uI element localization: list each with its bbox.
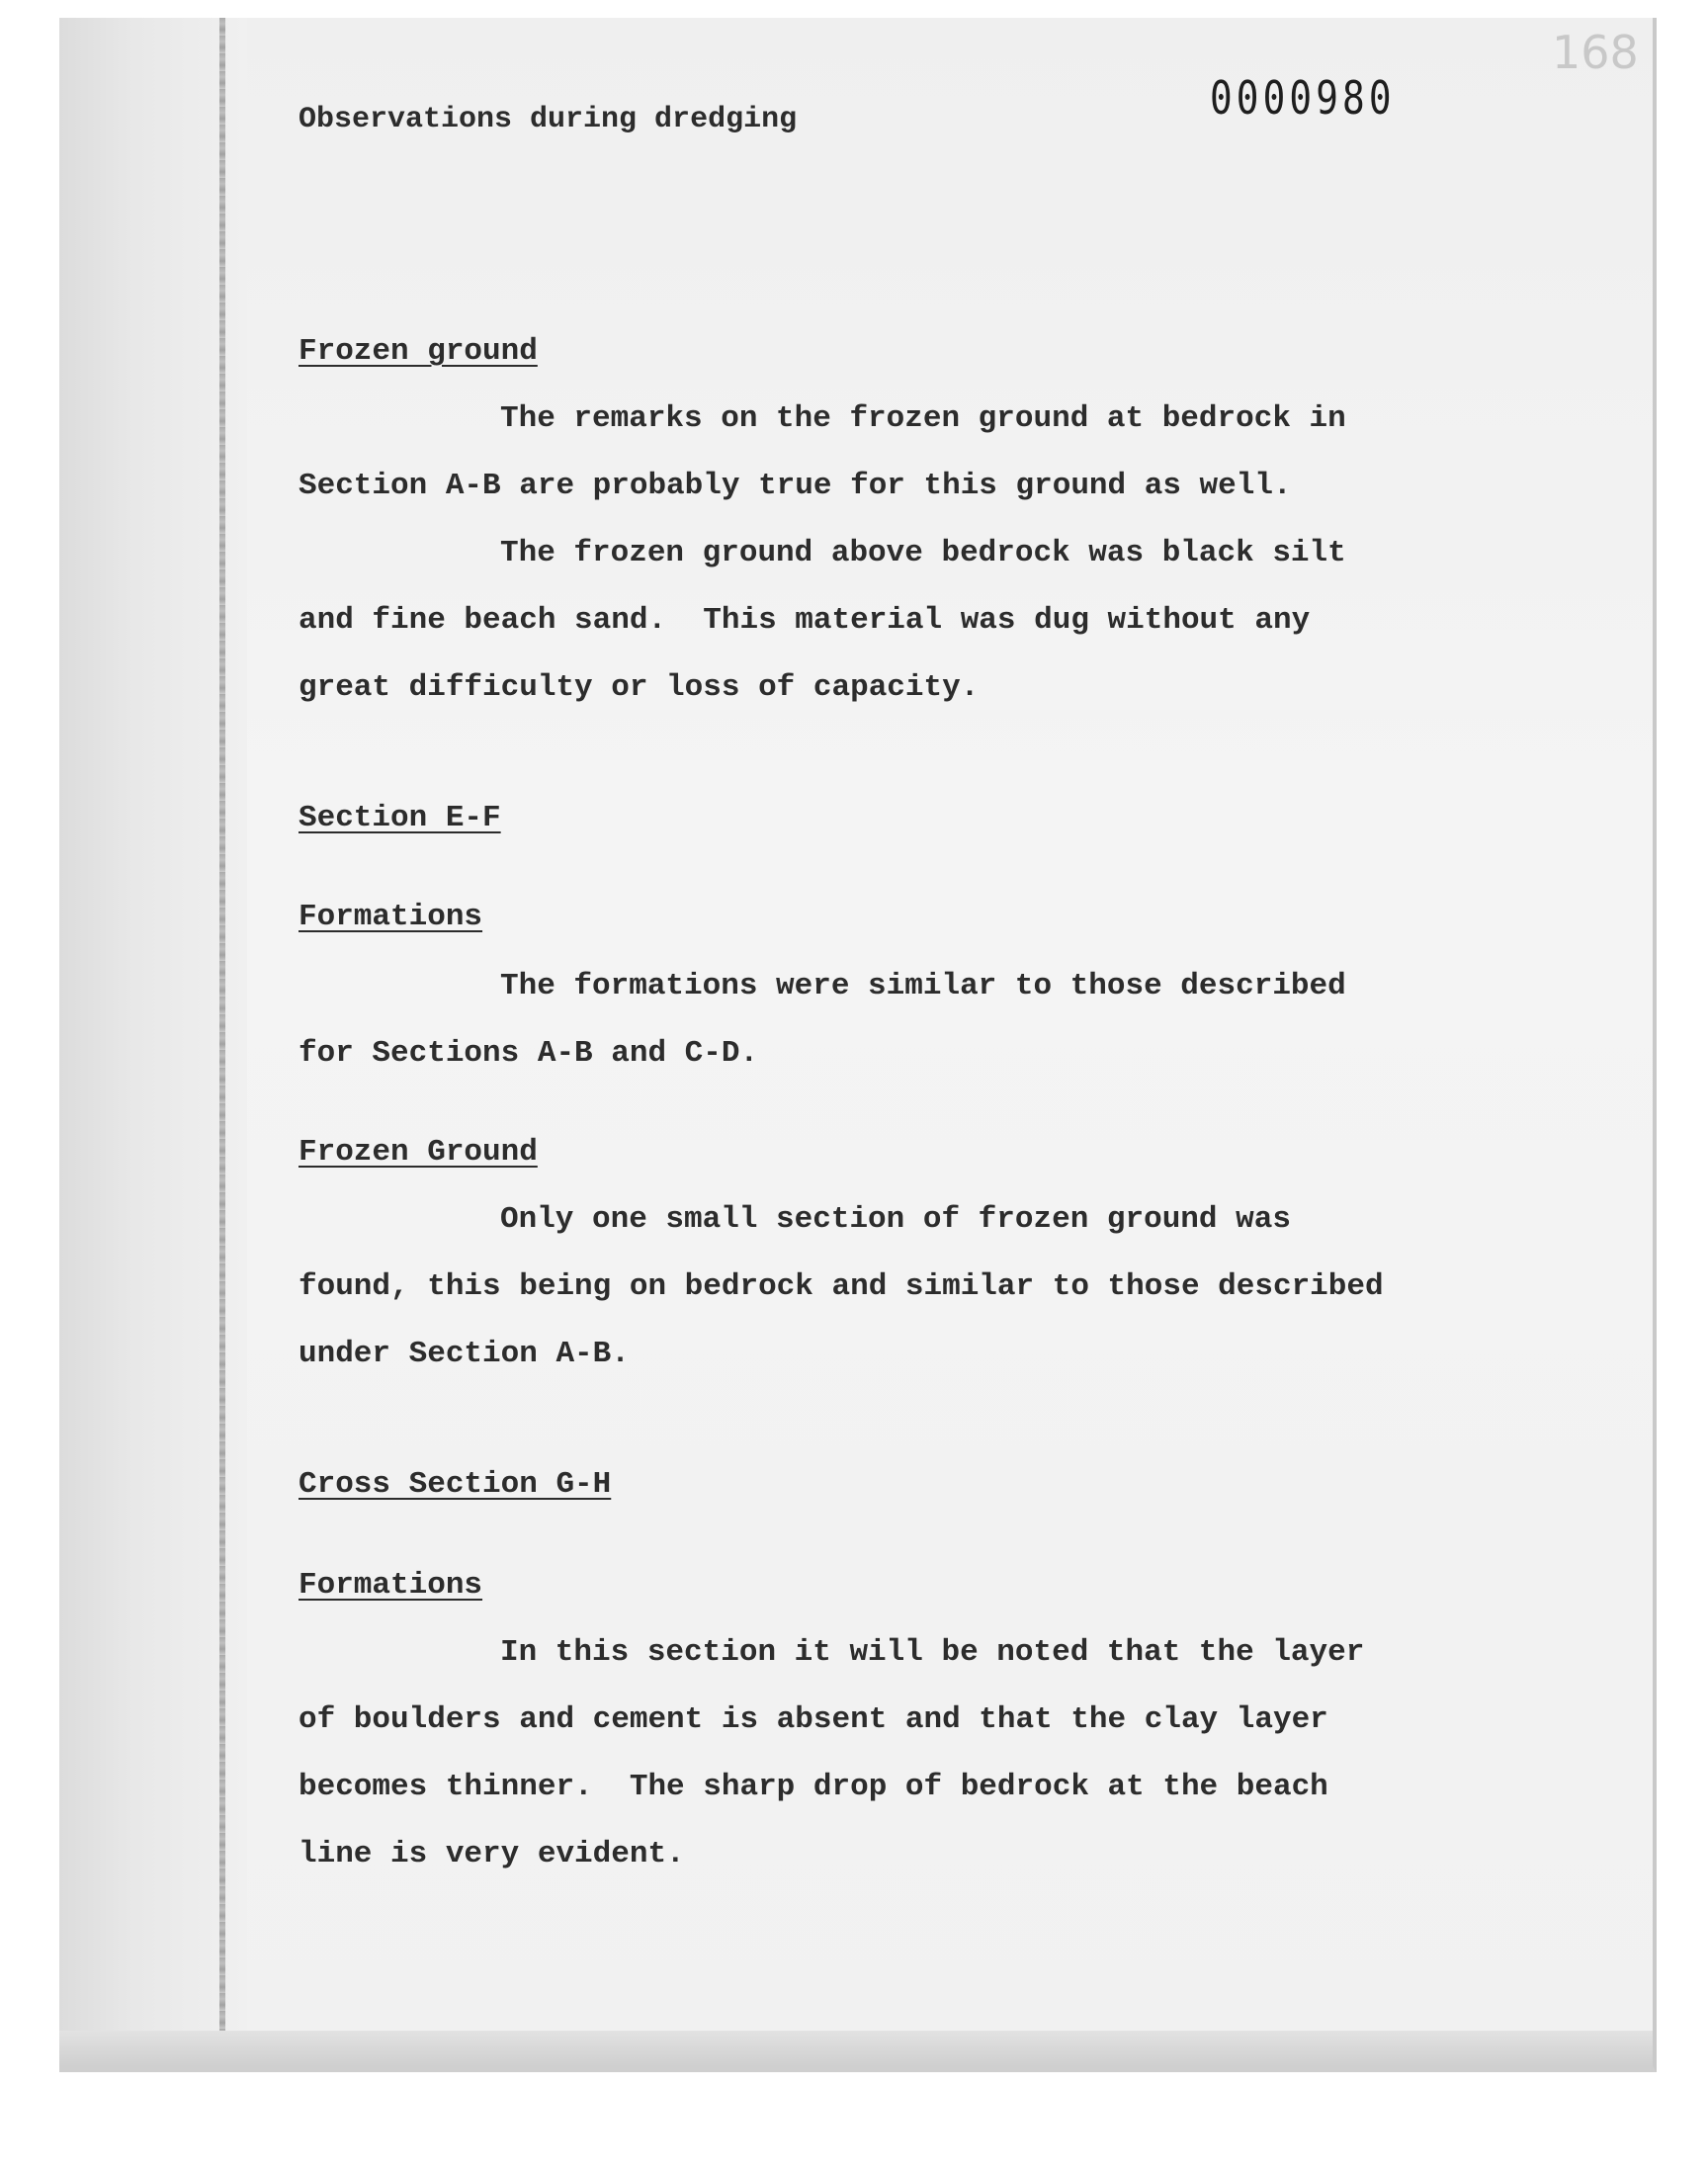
heading-cross-section-g-h: Cross Section G-H	[299, 1467, 612, 1502]
body-line: line is very evident.	[299, 1837, 685, 1871]
body-line: The remarks on the frozen ground at bedrock in	[500, 401, 1346, 436]
body-line: and fine beach sand. This material was dug without any	[299, 603, 1311, 638]
heading-frozen-ground: Frozen ground	[299, 334, 538, 369]
heading-frozen-ground-2: Frozen Ground	[299, 1135, 538, 1170]
heading-formations: Formations	[299, 900, 483, 934]
body-line: of boulders and cement is absent and that the clay layer	[299, 1702, 1328, 1737]
body-line: The formations were similar to those described	[500, 969, 1346, 1003]
body-line: found, this being on bedrock and similar to those described	[299, 1269, 1384, 1304]
heading-formations-2: Formations	[299, 1568, 483, 1603]
scan-bottom-band	[59, 2031, 1653, 2066]
document-title: Observations during dredging	[299, 103, 798, 136]
heading-section-e-f: Section E-F	[299, 801, 501, 835]
page-number: 168	[1552, 26, 1639, 79]
body-line: Only one small section of frozen ground was	[500, 1202, 1291, 1237]
scan-left-rule	[219, 18, 225, 2066]
document-number: 0000980	[1210, 71, 1396, 125]
body-line: under Section A-B.	[299, 1337, 630, 1371]
body-line: great difficulty or loss of capacity.	[299, 670, 980, 705]
body-line: for Sections A-B and C-D.	[299, 1036, 759, 1071]
body-line: becomes thinner. The sharp drop of bedrock at the beach	[299, 1770, 1328, 1804]
body-line: The frozen ground above bedrock was black silt	[500, 536, 1346, 570]
body-line: Section A-B are probably true for this ground as well.	[299, 469, 1292, 503]
body-line: In this section it will be noted that the layer	[500, 1635, 1365, 1670]
